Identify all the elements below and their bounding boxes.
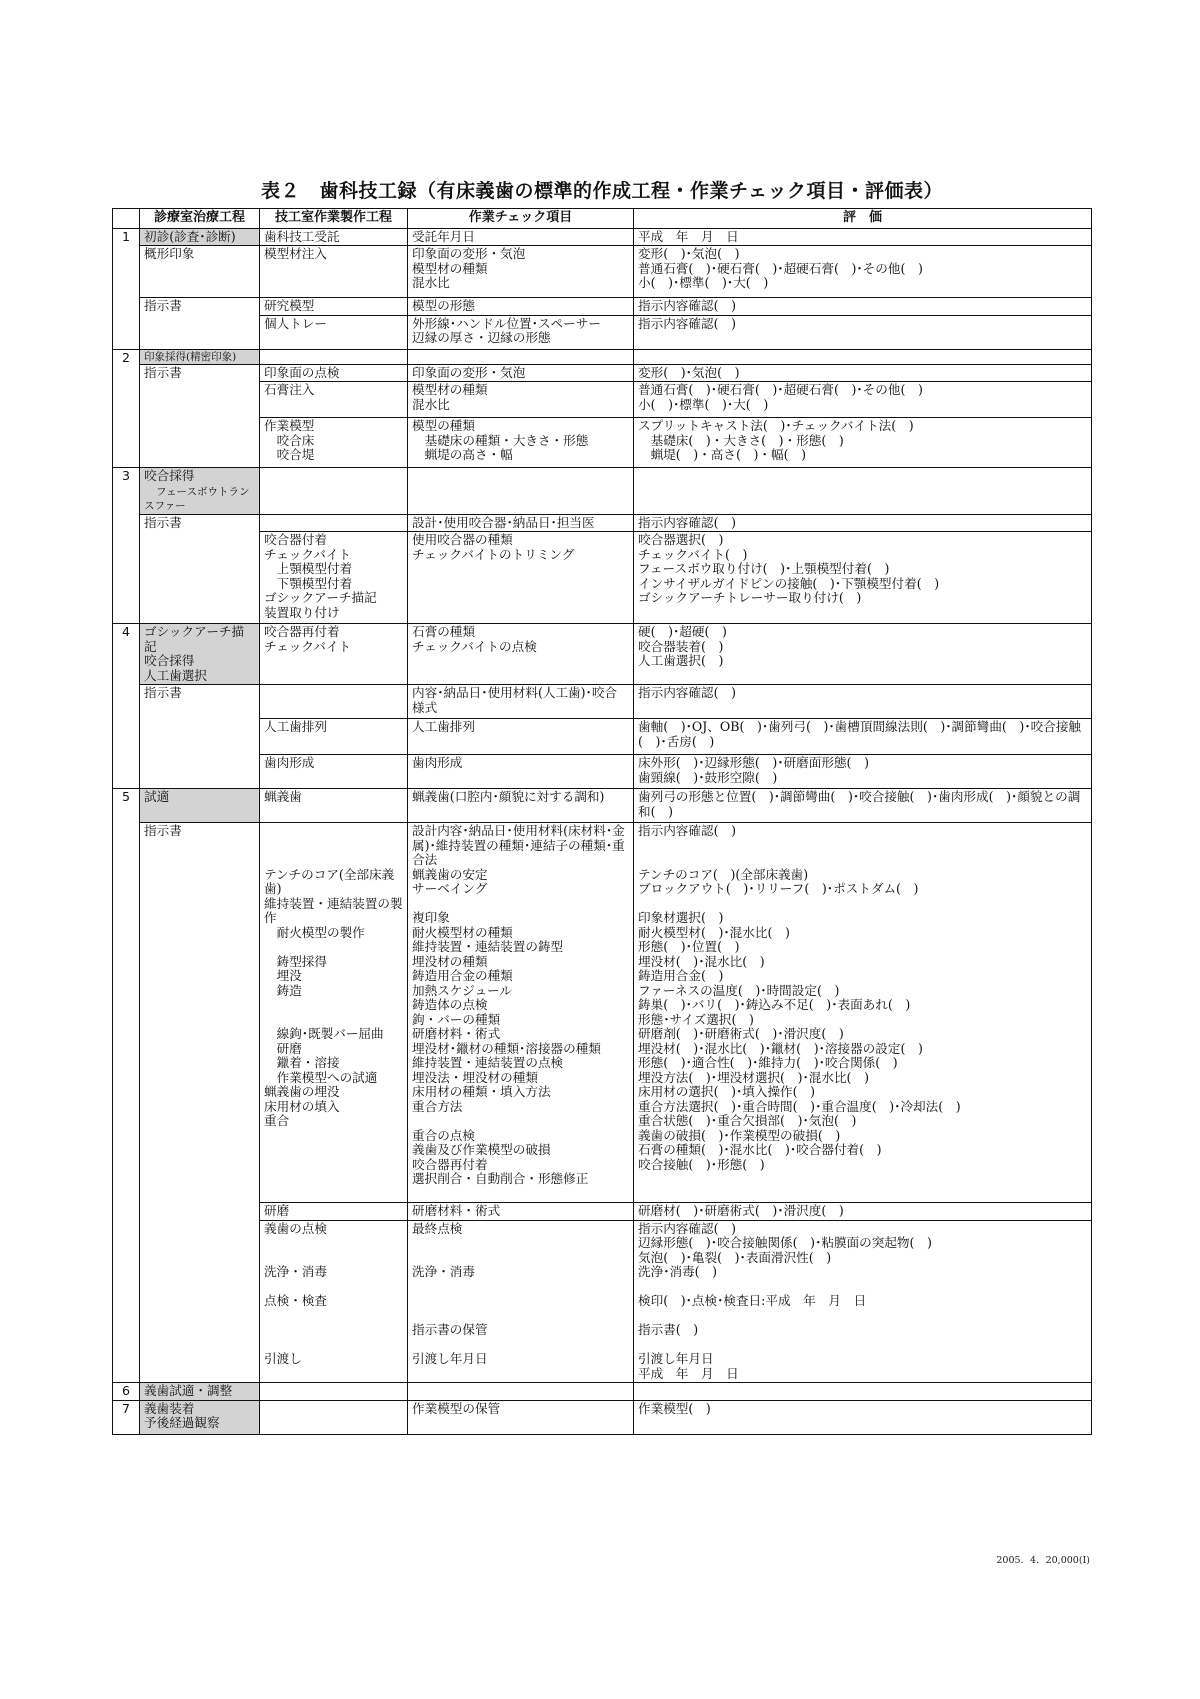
clinic-label: 咬合採得 (144, 468, 195, 483)
table-row (113, 789, 1092, 823)
check-cell (408, 349, 634, 364)
page-title: 表２ 歯科技工録（有床義歯の標準的作成工程・作業チェック項目・評価表） (261, 180, 943, 202)
check-cell: 内容･納品日･使用材料(人工歯)･咬合様式 (408, 685, 634, 719)
lab-cell (260, 1383, 408, 1401)
check-cell: 最終点検 洗浄・消毒 指示書の保管 引渡し年月日 (408, 1220, 634, 1383)
table-row (113, 514, 1092, 532)
check-cell: 歯肉形成 (408, 755, 634, 789)
eval-cell: 指示内容確認( ) (634, 315, 1092, 349)
eval-cell: 歯列弓の形態と位置( )･調節彎曲( )･咬合接触( )･歯肉形成( )･顔貌との調和( ) (634, 789, 1092, 823)
lab-cell: テンチのコア(全部床義歯) 維持装置・連結装置の製作 耐火模型の製作 鋳型採得 埋没 鋳造 線鉤･既製バー屈曲 研磨 鑞着・溶接 作業模型への試適 蝋義歯の埋没 床用材の填入 重合 (260, 823, 408, 1203)
eval-cell: 研磨材( )･研磨術式( )･滑沢度( ) (634, 1203, 1092, 1221)
section-number: 7 (113, 1400, 140, 1434)
eval-cell: 指示内容確認( ) 辺縁形態( )･咬合接触関係( )･粘膜面の突起物( ) 気泡( )･亀裂( )･表面滑沢性( ) 洗浄･消毒( ) 検印( )･点検･検査日:平成 年 月 日 指示書( ) 引渡し年月日 平成 年 月 日 (634, 1220, 1092, 1383)
lab-cell: 蝋義歯 (260, 789, 408, 823)
header-check-items: 作業チェック項目 (408, 209, 634, 229)
section-number: 2 (113, 349, 140, 468)
eval-cell: スプリットキャスト法( )･チェックバイト法( ) 基礎床( )・大きさ( )・形態( ) 蝋堤( )・高さ( )・幅( ) (634, 418, 1092, 468)
table-row (113, 349, 1092, 364)
clinic-cell: 概形印象 (140, 246, 260, 298)
lab-cell (260, 514, 408, 532)
lab-cell: 咬合器付着 チェックバイト 上顎模型付着 下顎模型付着 ゴシックアーチ描記 装置取り付け (260, 532, 408, 624)
header-evaluation: 評 価 (634, 209, 1092, 229)
table-row (113, 298, 1092, 316)
lab-cell: 人工歯排列 (260, 719, 408, 755)
header-clinic-process: 診療室治療工程 (140, 209, 260, 229)
lab-cell: 模型材注入 (260, 246, 408, 298)
clinic-cell: 指示書 (140, 298, 260, 350)
clinic-sublabel: フェースボウトランスファー (144, 485, 250, 512)
clinic-cell: 初診(診査･診断) (140, 228, 260, 246)
clinic-cell: 試適 (140, 789, 260, 823)
eval-cell: 作業模型( ) (634, 1400, 1092, 1434)
table-row (113, 1383, 1092, 1401)
header-lab-process: 技工室作業製作工程 (260, 209, 408, 229)
clinic-cell (140, 468, 260, 515)
table-row (113, 468, 1092, 515)
check-cell: 蝋義歯(口腔内･顔貌に対する調和) (408, 789, 634, 823)
lab-cell (260, 1400, 408, 1434)
clinic-cell: 印象採得(精密印象) (140, 349, 260, 364)
check-cell: 使用咬合器の種類 チェックバイトのトリミング (408, 532, 634, 624)
table-row (113, 624, 1092, 685)
table-row (113, 755, 1092, 789)
eval-cell: 指示内容確認( ) テンチのコア( )(全部床義歯) ブロックアウト( )･リリーフ( )･ポストダム( ) 印象材選択( ) 耐火模型材( )･混水比( ) 形態( )･位置( ) 埋没材( )･混水比( ) 鋳造用合金( ) ファーネスの温度( )･時間設定( ) 鋳巣( )･バリ( )･鋳込み不足( )･表面あれ( ) 形態･サイズ選択( ) 研磨剤( )･研磨術式( )･滑沢度( ) 埋没材( )･混水比( )･鑞材( )･溶接器の設定( ) 形態( )･適合性( )･維持力( )･咬合関係( ) 埋没方法( )･埋没材選択( )･混水比( ) 床用材の選択( )･填入操作( ) 重合方法選択( )･重合時間( )･重合温度( )･冷却法( ) 重合状態( )･重合欠損部( )･気泡( ) 義歯の破損( )･作業模型の破損( ) 石膏の種類( )･混水比( )･咬合器付着( ) 咬合接触( )･形態( ) (634, 823, 1092, 1203)
table-row (113, 382, 1092, 418)
lab-cell: 個人トレー (260, 315, 408, 349)
check-cell (408, 1383, 634, 1401)
check-cell: 人工歯排列 (408, 719, 634, 755)
check-cell: 作業模型の保管 (408, 1400, 634, 1434)
eval-cell: 指示内容確認( ) (634, 514, 1092, 532)
lab-cell: 研磨 (260, 1203, 408, 1221)
table-row (113, 228, 1092, 246)
check-cell: 印象面の変形・気泡 模型材の種類 混水比 (408, 246, 634, 298)
clinic-cell: 指示書 (140, 685, 260, 789)
eval-cell: 変形( )･気泡( ) 普通石膏( )･硬石膏( )･超硬石膏( )･その他( ) 小( )･標準( )･大( ) (634, 246, 1092, 298)
clinic-cell: 指示書 (140, 364, 260, 468)
eval-cell: 普通石膏( )･硬石膏( )･超硬石膏( )･その他( ) 小( )･標準( )･大( ) (634, 382, 1092, 418)
check-cell: 設計内容･納品日･使用材料(床材料･金属)･維持装置の種類･連結子の種類･重合法 蝋義歯の安定 サーベイング 複印象 耐火模型材の種類 維持装置・連結装置の鋳型 埋没材の種類 鋳造用合金の種類 加熱スケジュール 鋳造体の点検 鉤・バーの種類 研磨材料・術式 埋没材･鑞材の種類･溶接器の種類 維持装置・連結装置の点検 埋没法・埋没材の種類 床用材の種類・填入方法 重合方法 重合の点検 義歯及び作業模型の破損 咬合器再付着 選択削合・自動削合・形態修正 (408, 823, 634, 1203)
table-row (113, 246, 1092, 298)
header-row (113, 209, 1092, 229)
eval-cell (634, 468, 1092, 515)
eval-cell: 指示内容確認( ) (634, 685, 1092, 719)
eval-cell: 平成 年 月 日 (634, 228, 1092, 246)
check-cell: 模型の形態 (408, 298, 634, 316)
check-cell: 受託年月日 (408, 228, 634, 246)
header-num (113, 209, 140, 229)
section-number: 6 (113, 1383, 140, 1401)
eval-cell: 変形( )･気泡( ) (634, 364, 1092, 382)
lab-cell: 咬合器再付着 チェックバイト (260, 624, 408, 685)
table-row (113, 364, 1092, 382)
clinic-cell: ゴシックアーチ描記 咬合採得 人工歯選択 (140, 624, 260, 685)
table-row (113, 315, 1092, 349)
table-row (113, 1203, 1092, 1221)
clinic-cell: 義歯装着 予後経過観察 (140, 1400, 260, 1434)
lab-cell: 歯肉形成 (260, 755, 408, 789)
eval-cell (634, 1383, 1092, 1401)
clinic-cell: 指示書 (140, 514, 260, 624)
eval-cell (634, 349, 1092, 364)
eval-cell: 床外形( )･辺縁形態( )･研磨面形態( ) 歯頸線( )･鼓形空隙( ) (634, 755, 1092, 789)
table-row (113, 719, 1092, 755)
clinic-cell: 義歯試適・調整 (140, 1383, 260, 1401)
lab-cell (260, 685, 408, 719)
lab-cell: 印象面の点検 (260, 364, 408, 382)
lab-cell: 作業模型 咬合床 咬合堤 (260, 418, 408, 468)
eval-cell: 咬合器選択( ) チェックバイト( ) フェースボウ取り付け( )･上顎模型付着( ) インサイザルガイドピンの接触( )･下顎模型付着( ) ゴシックアーチトレーサー取り付け( ) (634, 532, 1092, 624)
eval-cell: 指示内容確認( ) (634, 298, 1092, 316)
check-cell: 外形線･ハンドル位置･スペーサー 辺縁の厚さ・辺縁の形態 (408, 315, 634, 349)
check-cell: 研磨材料・術式 (408, 1203, 634, 1221)
lab-cell: 研究模型 (260, 298, 408, 316)
eval-cell: 歯軸( )･OJ、OB( )･歯列弓( )･歯槽頂間線法則( )･調節彎曲( )･咬合接触( )･舌房( ) (634, 719, 1092, 755)
lab-cell: 歯科技工受託 (260, 228, 408, 246)
table-row (113, 532, 1092, 624)
check-cell: 模型の種類 基礎床の種類・大きさ・形態 蝋堤の高さ・幅 (408, 418, 634, 468)
lab-cell (260, 468, 408, 515)
table-row (113, 823, 1092, 1203)
section-number: 1 (113, 228, 140, 349)
table-row (113, 418, 1092, 468)
footer-print-info: 2005．4．20,000(Ⅰ) (996, 1555, 1090, 1566)
table-row (113, 1400, 1092, 1434)
table-row (113, 1220, 1092, 1383)
table-row (113, 685, 1092, 719)
clinic-cell: 指示書 (140, 823, 260, 1383)
lab-cell (260, 349, 408, 364)
lab-cell: 義歯の点検 洗浄・消毒 点検・検査 引渡し (260, 1220, 408, 1383)
lab-cell: 石膏注入 (260, 382, 408, 418)
check-cell: 模型材の種類 混水比 (408, 382, 634, 418)
check-cell: 設計･使用咬合器･納品日･担当医 (408, 514, 634, 532)
check-cell: 印象面の変形・気泡 (408, 364, 634, 382)
technical-record-table (112, 208, 1092, 1435)
section-number: 4 (113, 624, 140, 789)
check-cell (408, 468, 634, 515)
eval-cell: 硬( )･超硬( ) 咬合器装着( ) 人工歯選択( ) (634, 624, 1092, 685)
check-cell: 石膏の種類 チェックバイトの点検 (408, 624, 634, 685)
section-number: 3 (113, 468, 140, 624)
section-number: 5 (113, 789, 140, 1383)
